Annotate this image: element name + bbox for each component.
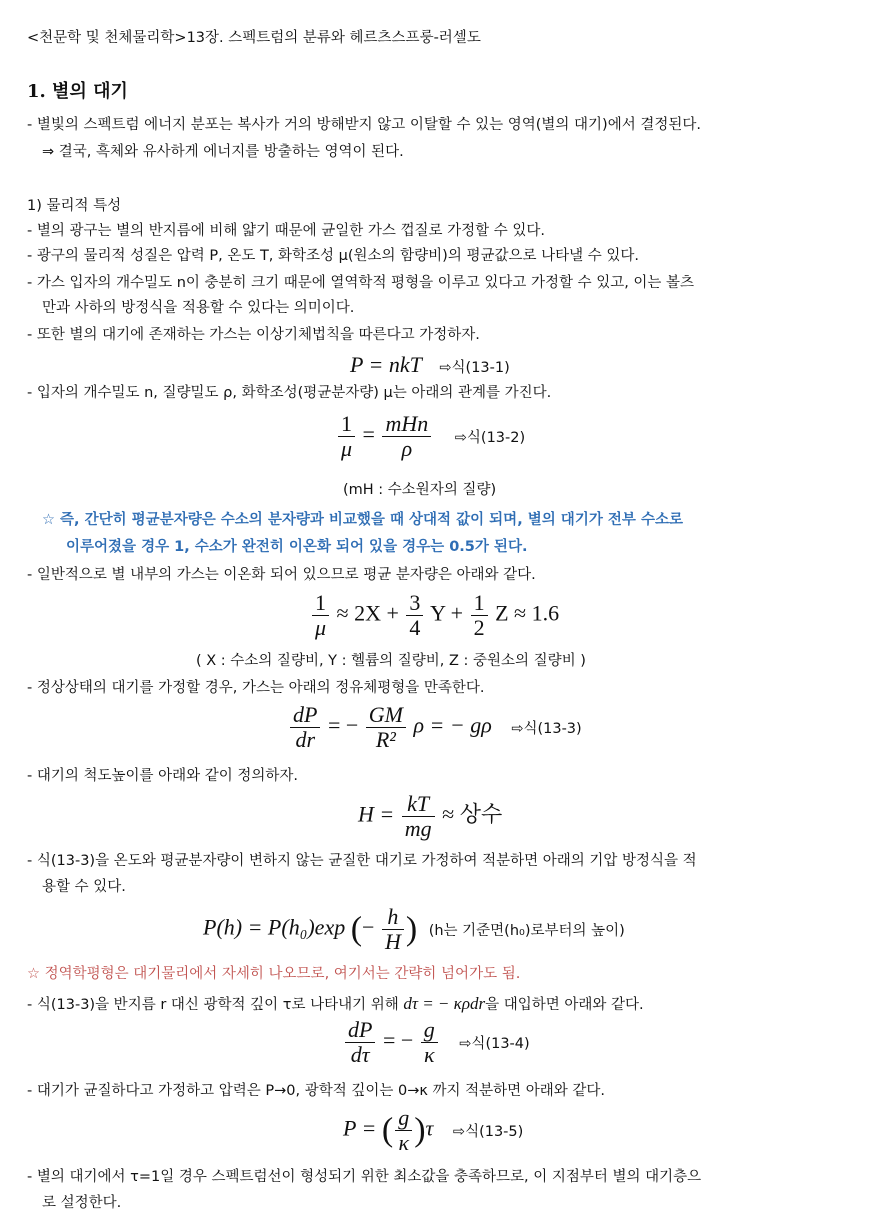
fraction [471,591,488,640]
equation-13-3 [288,703,582,752]
height-note: (h는 기준면(h₀)로부터의 높이) [428,922,625,939]
fraction [312,591,329,640]
equation-13-2 [336,412,525,461]
denominator: κ [398,1130,409,1155]
equation-part: P(h) = P(h₀)exp [203,914,346,940]
fraction [338,412,355,461]
denominator: 2 [473,615,485,640]
denominator: μ [341,436,353,461]
numerator: g [395,1106,412,1131]
equation-13-4 [343,1018,530,1067]
text-line: - 별의 대기에서 τ=1일 경우 스펙트럼선이 형성되기 위한 최소값을 충족하므로, 이 지점부터 별의 대기층으 [27,1169,702,1185]
equation-part: τ [425,1115,434,1141]
denominator: κ [424,1042,435,1067]
text-line: - 또한 별의 대기에 존재하는 가스는 이상기체법칙을 따른다고 가정하자. [27,327,480,343]
text-line: - 정상상태의 대기를 가정할 경우, 가스는 아래의 정유체평형을 만족한다. [27,680,485,696]
fraction [366,703,406,752]
text-part: 을 대입하면 아래와 같다. [485,997,644,1013]
text-line: - 대기의 척도높이를 아래와 같이 정의하자. [27,768,299,784]
numerator: dP [290,703,320,728]
star-note-1: ☆ 즉, 간단히 평균분자량은 수소의 분자량과 비교했을 때 상대적 값이 되며, 별의 대기가 전부 수소로 [42,512,683,528]
text-line: - 식(13-3)을 온도와 평균분자량이 변하지 않는 균질한 대기로 가정하여 적분하면 아래의 기압 방정식을 적 [27,853,697,869]
equation-part: ρ = − gρ [413,712,492,738]
equation-13-1 [350,352,510,378]
text-line: - 대기가 균질하다고 가정하고 압력은 P→0, 광학적 깊이는 0→κ 까지 적분하면 아래와 같다. [27,1083,606,1099]
numerator: dP [345,1018,375,1043]
equation-tag: ⇨식(13-2) [454,429,526,446]
note-mh: (mH : 수소원자의 질량) [343,482,497,498]
fraction [290,703,320,752]
numerator: 1 [312,591,329,616]
numerator: 1 [471,591,488,616]
numerator: g [421,1018,438,1043]
numerator: kT [402,792,435,817]
equation-part: Y + [430,600,469,626]
text-line: - 입자의 개수밀도 n, 질량밀도 ρ, 화학조성(평균분자량) μ는 아래의 관계를 가진다. [27,385,552,401]
inline-equation: dτ = − κρdr [403,994,486,1013]
subsection-title: 1) 물리적 특성 [27,198,122,214]
text-line: 만과 사하의 방정식을 적용할 수 있다는 의미이다. [42,300,355,316]
text-line: - 일반적으로 별 내부의 가스는 이온화 되어 있으므로 평균 분자량은 아래와 같다. [27,567,536,583]
numerator: h [382,905,404,930]
fraction [382,905,404,954]
denominator: H [384,929,401,954]
section-title: 1. 별의 대기 [27,81,128,102]
equals-minus: = − [327,712,359,738]
equation-mean-molecular-weight [310,591,559,640]
equation-part: P = [343,1115,382,1141]
equals: = [362,421,375,447]
text-line: - 가스 입자의 개수밀도 n이 충분히 크기 때문에 열역학적 평형을 이루고 있다고 가정할 수 있고, 이는 볼츠 [27,275,695,291]
equation-part: H = [358,801,400,827]
equation-barometric [203,905,625,954]
equation-tag: ⇨식(13-4) [459,1035,530,1052]
right-paren: ) [405,910,418,948]
minus: − [362,914,375,940]
equation-tag: ⇨식(13-3) [511,720,582,737]
text-line: 용할 수 있다. [42,879,126,895]
denominator: mg [404,816,432,841]
intro-line-2: ⇒ 결국, 흑체와 유사하게 에너지를 방출하는 영역이 된다. [42,144,404,160]
equation-tag: ⇨식(13-5) [452,1123,524,1140]
fraction [402,792,435,841]
equation-13-5 [343,1106,523,1155]
denominator: dr [295,727,315,752]
star-note-1-cont: 이루어졌을 경우 1, 수소가 완전히 이온화 되어 있을 경우는 0.5가 된다. [66,539,528,555]
fraction [382,412,431,461]
right-paren: ) [414,1111,426,1149]
denominator: R² [375,727,396,752]
document-header: <천문학 및 천체물리학>13장. 스펙트럼의 분류와 헤르츠스프룽-러셀도 [27,30,481,46]
text-line-p10 [27,994,644,1015]
intro-line-1: - 별빛의 스펙트럼 에너지 분포는 복사가 거의 방해받지 않고 이탈할 수 있는 영역(별의 대기)에서 결정된다. [27,117,701,133]
numerator: mHn [382,412,431,437]
numerator: 1 [338,412,355,437]
equation-body: P = nkT [350,352,422,377]
equation-tag: ⇨식(13-1) [439,360,510,376]
numerator: 3 [406,591,423,616]
star-note-2: ☆ 정역학평형은 대기물리에서 자세히 나오므로, 여기서는 간략히 넘어가도 됨. [27,966,521,982]
left-paren: ( [350,910,363,948]
text-line: - 별의 광구는 별의 반지름에 비해 얇기 때문에 균일한 가스 껍질로 가정할 수 있다. [27,223,545,239]
left-paren: ( [381,1111,394,1149]
text-line: - 광구의 물리적 성질은 압력 P, 온도 T, 화학조성 μ(원소의 함량비)의 평균값으로 나타낼 수 있다. [27,248,639,264]
equation-part: ≈ 상수 [442,801,503,827]
equals-minus: = − [382,1027,414,1053]
fraction [406,591,423,640]
denominator: 4 [409,615,421,640]
denominator: μ [315,615,327,640]
text-line: 로 설정한다. [42,1195,122,1211]
fraction [345,1018,375,1067]
text-part: - 식(13-3)을 반지름 r 대신 광학적 깊이 τ로 나타내기 위해 [27,997,399,1013]
note-xyz: ( X : 수소의 질량비, Y : 헬륨의 질량비, Z : 중원소의 질량비 ) [196,653,586,669]
equation-part: ≈ 2X + [336,600,405,626]
fraction [395,1106,412,1155]
equation-part: Z ≈ 1.6 [495,600,560,626]
denominator: dτ [350,1042,370,1067]
numerator: GM [366,703,406,728]
equation-scale-height [358,792,502,841]
fraction [421,1018,438,1067]
denominator: ρ [401,436,413,461]
